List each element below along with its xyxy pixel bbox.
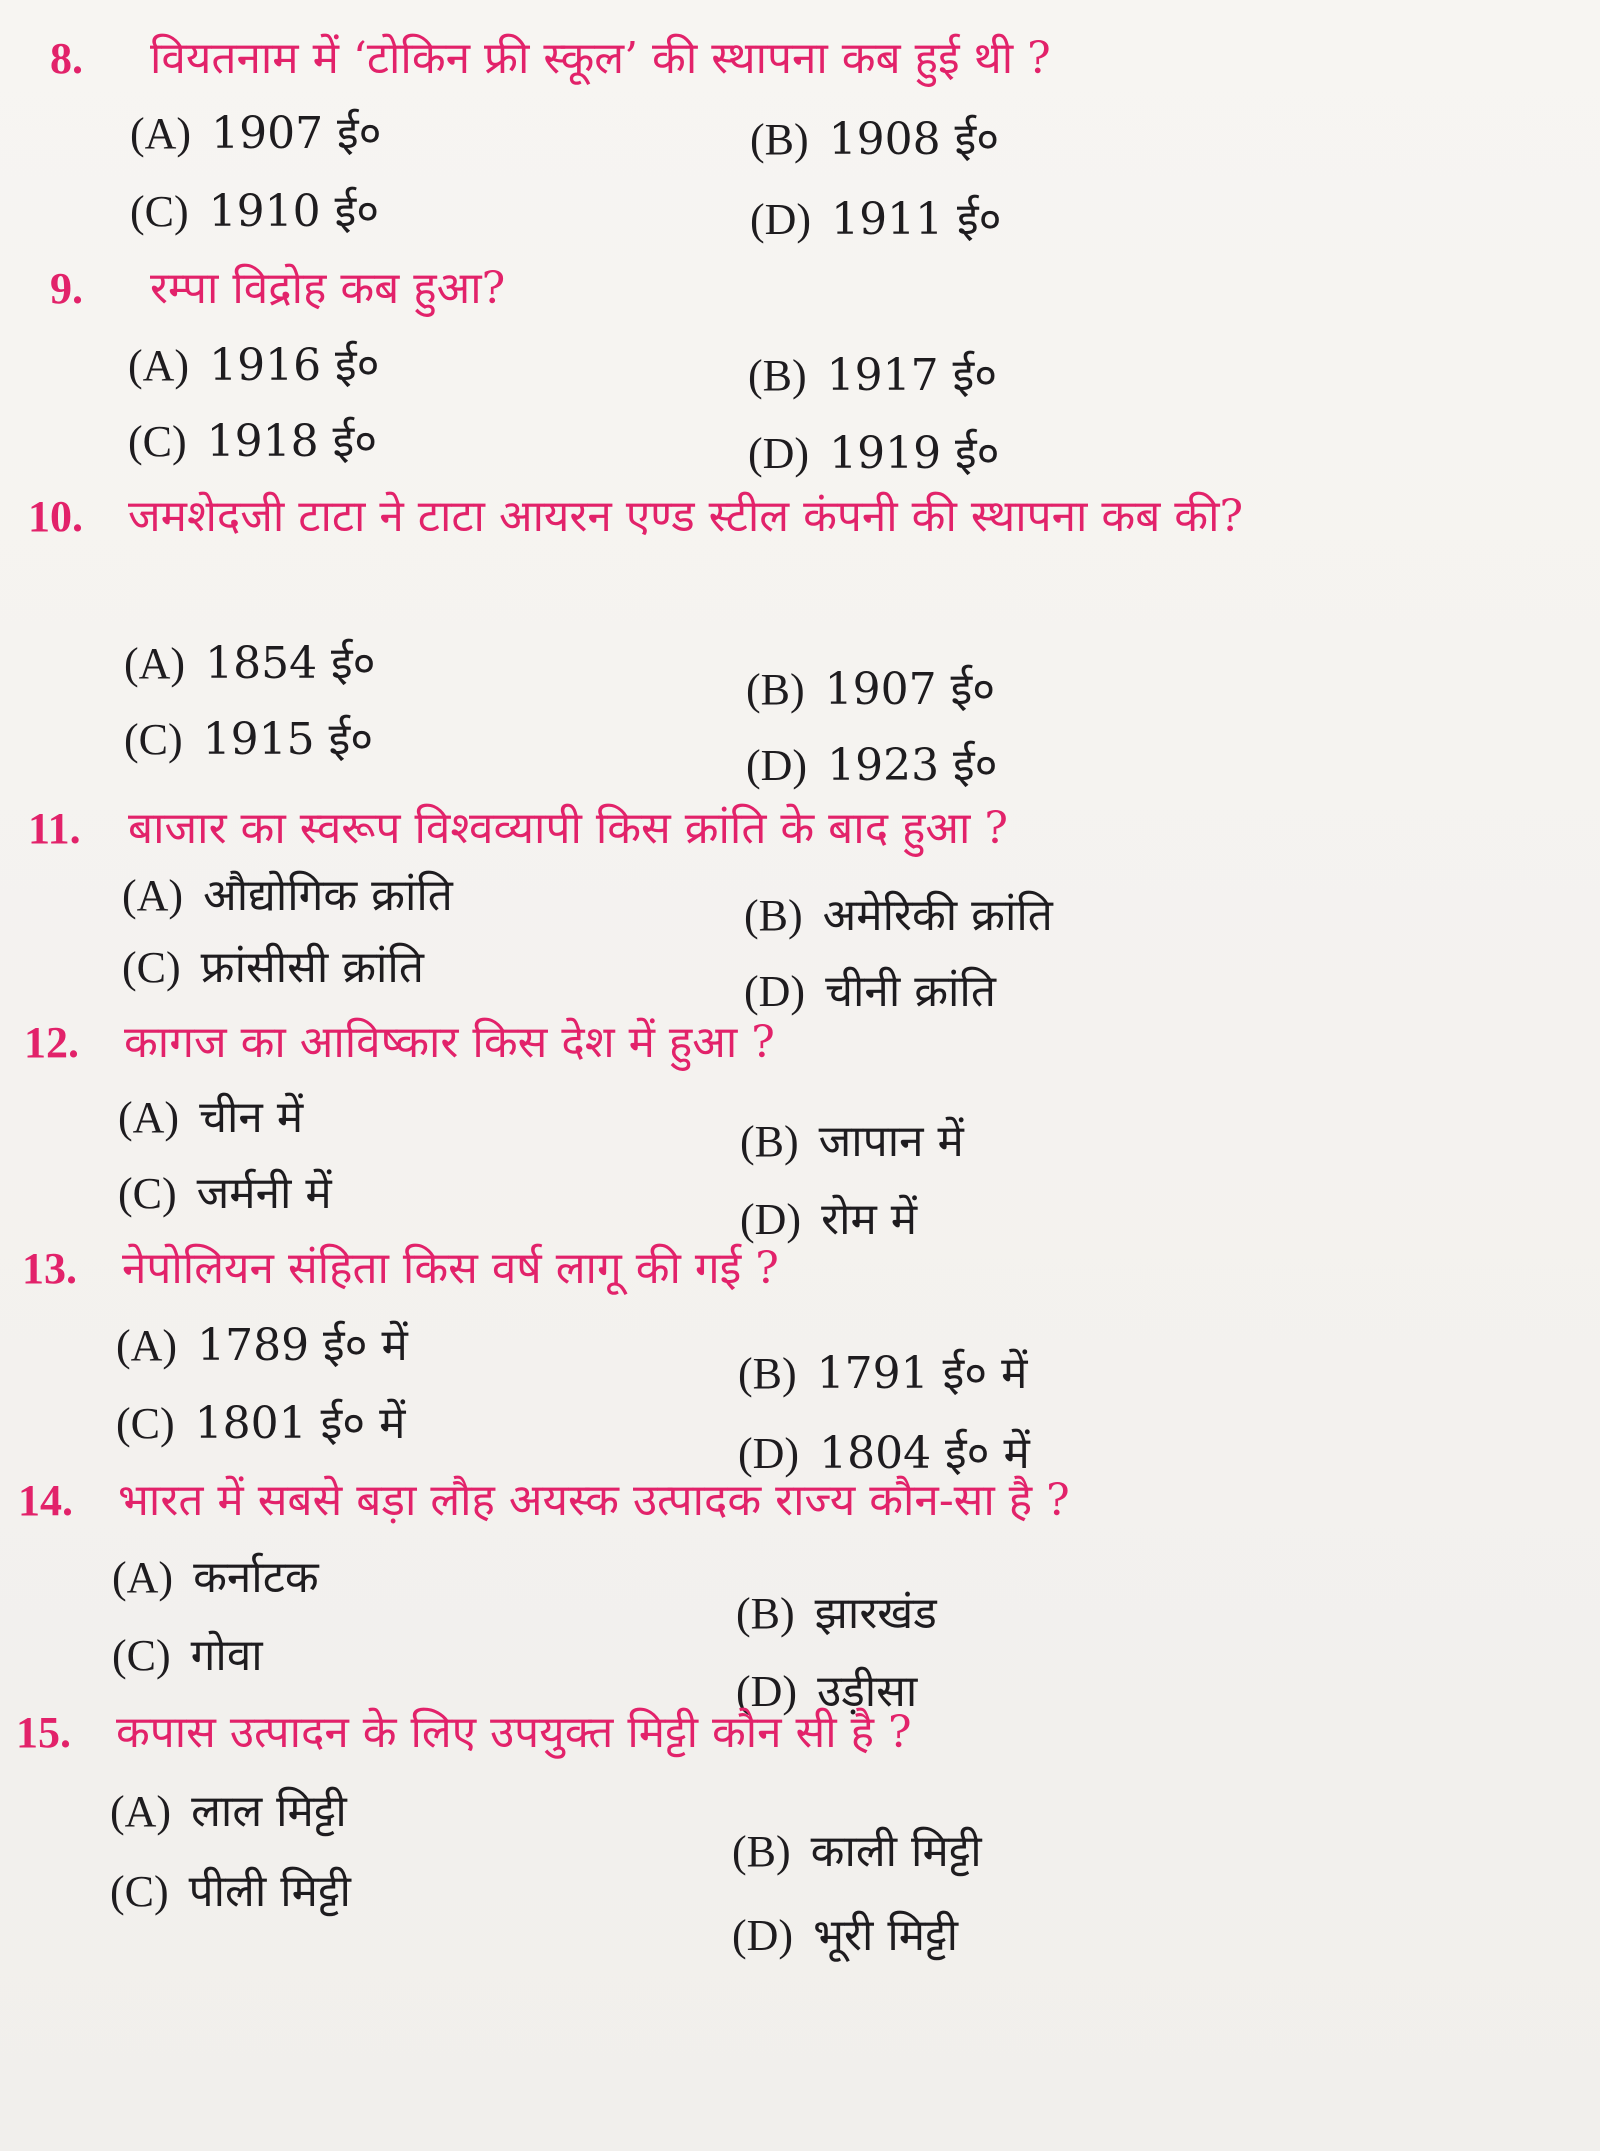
option-label: (D) xyxy=(732,1911,794,1960)
option-label: (C) xyxy=(122,943,181,992)
question-text: नेपोलियन संहिता किस वर्ष लागू की गई ? xyxy=(122,1243,779,1294)
option-b xyxy=(748,346,997,406)
question-text: जमशेदजी टाटा ने टाटा आयरन एण्ड स्टील कंपनी की स्थापना कब की? xyxy=(128,491,1244,542)
option-a xyxy=(130,104,382,164)
option-c xyxy=(112,1626,263,1686)
option-value: औद्योगिक क्रांति xyxy=(203,870,453,921)
question-number: 13. xyxy=(22,1244,77,1293)
option-a xyxy=(112,1548,319,1608)
option-value: अमेरिकी क्रांति xyxy=(822,890,1053,941)
option-label: (D) xyxy=(748,429,810,478)
option-b xyxy=(732,1822,982,1882)
option-label: (B) xyxy=(748,351,807,400)
option-d xyxy=(750,190,1002,250)
option-label: (C) xyxy=(124,715,183,764)
option-label: (A) xyxy=(122,871,184,920)
option-value: उड़ीसा xyxy=(817,1666,918,1717)
question-number: 8. xyxy=(50,34,83,83)
option-a xyxy=(124,634,376,694)
question-text: वियतनाम में ‘टोकिन फ्री स्कूल’ की स्थापना कब हुई थी ? xyxy=(150,33,1051,84)
option-label: (B) xyxy=(732,1827,791,1876)
option-d xyxy=(732,1906,958,1966)
option-a xyxy=(118,1088,303,1148)
question-10 xyxy=(28,486,1448,548)
option-c xyxy=(122,938,424,998)
option-value: गोवा xyxy=(190,1630,263,1681)
option-label: (A) xyxy=(128,341,190,390)
option-label: (D) xyxy=(744,967,806,1016)
option-value: चीनी क्रांति xyxy=(825,966,996,1017)
option-label: (C) xyxy=(118,1169,177,1218)
option-label: (B) xyxy=(746,665,805,714)
option-label: (C) xyxy=(130,187,189,236)
option-value: 1917 ई० xyxy=(826,350,998,401)
option-label: (A) xyxy=(118,1093,180,1142)
option-value: काली मिट्टी xyxy=(810,1826,982,1877)
option-label: (A) xyxy=(112,1553,174,1602)
option-value: 1801 ई० में xyxy=(194,1398,406,1449)
option-label: (B) xyxy=(740,1117,799,1166)
option-label: (B) xyxy=(736,1589,795,1638)
option-label: (A) xyxy=(124,639,186,688)
option-value: 1919 ई० xyxy=(829,428,1000,479)
question-12 xyxy=(24,1012,1424,1074)
question-13 xyxy=(22,1238,1422,1300)
option-value: 1804 ई० में xyxy=(819,1428,1030,1479)
option-a xyxy=(128,336,380,396)
question-number: 14. xyxy=(18,1476,73,1525)
option-label: (D) xyxy=(746,741,808,790)
option-c xyxy=(110,1862,351,1922)
option-b xyxy=(738,1344,1027,1404)
question-text: बाजार का स्वरूप विश्वव्यापी किस क्रांति के बाद हुआ ? xyxy=(128,803,1008,854)
question-8 xyxy=(50,28,1450,90)
option-label: (C) xyxy=(112,1631,171,1680)
option-value: जापान में xyxy=(818,1116,964,1167)
option-value: चीन में xyxy=(199,1092,304,1143)
option-c xyxy=(118,1164,332,1224)
option-b xyxy=(736,1584,937,1644)
option-label: (A) xyxy=(116,1321,178,1370)
option-value: 1907 ई० xyxy=(824,664,996,715)
question-15 xyxy=(16,1702,1416,1764)
option-a xyxy=(122,866,453,926)
option-value: 1923 ई० xyxy=(827,740,998,791)
option-b xyxy=(740,1112,964,1172)
option-label: (B) xyxy=(744,891,803,940)
option-label: (D) xyxy=(750,195,812,244)
question-9 xyxy=(50,258,1450,320)
option-value: भूरी मिट्टी xyxy=(813,1910,959,1961)
option-label: (D) xyxy=(736,1667,798,1716)
option-label: (D) xyxy=(740,1195,802,1244)
option-value: फ्रांसीसी क्रांति xyxy=(200,942,424,993)
option-label: (B) xyxy=(750,115,809,164)
option-label: (A) xyxy=(110,1787,172,1836)
question-text: कागज का आविष्कार किस देश में हुआ ? xyxy=(124,1017,775,1068)
option-value: 1907 ई० xyxy=(211,108,382,159)
option-label: (C) xyxy=(128,417,187,466)
option-value: पीली मिट्टी xyxy=(188,1866,351,1917)
question-14 xyxy=(18,1470,1418,1532)
option-value: कर्नाटक xyxy=(193,1552,319,1603)
option-c xyxy=(128,412,377,472)
option-a xyxy=(116,1316,408,1376)
option-value: 1854 ई० xyxy=(205,638,376,689)
option-label: (C) xyxy=(110,1867,169,1916)
option-c xyxy=(130,182,379,242)
option-label: (B) xyxy=(738,1349,797,1398)
option-label: (D) xyxy=(738,1429,800,1478)
question-number: 9. xyxy=(50,264,83,313)
option-label: (C) xyxy=(116,1399,175,1448)
question-number: 10. xyxy=(28,492,83,541)
option-value: 1918 ई० xyxy=(206,416,378,467)
option-c xyxy=(124,710,373,770)
question-number: 11. xyxy=(28,804,81,853)
option-c xyxy=(116,1394,405,1454)
option-a xyxy=(110,1782,347,1842)
option-value: 1910 ई० xyxy=(208,186,380,237)
option-value: 1911 ई० xyxy=(831,194,1002,245)
option-value: रोम में xyxy=(821,1194,918,1245)
question-number: 12. xyxy=(24,1018,79,1067)
question-text: भारत में सबसे बड़ा लौह अयस्क उत्पादक राज्य कौन-सा है ? xyxy=(118,1475,1070,1526)
option-b xyxy=(746,660,995,720)
option-value: जर्मनी में xyxy=(196,1168,332,1219)
option-d xyxy=(748,424,1000,484)
option-label: (A) xyxy=(130,109,192,158)
option-value: लाल मिट्टी xyxy=(191,1786,347,1837)
option-value: 1908 ई० xyxy=(828,114,1000,165)
question-text: कपास उत्पादन के लिए उपयुक्त मिट्टी कौन सी है ? xyxy=(116,1707,912,1758)
option-value: 1791 ई० में xyxy=(816,1348,1028,1399)
question-11 xyxy=(28,798,1428,860)
option-b xyxy=(750,110,999,170)
option-value: झारखंड xyxy=(814,1588,937,1639)
option-d xyxy=(746,736,998,796)
option-value: 1916 ई० xyxy=(209,340,380,391)
question-number: 15. xyxy=(16,1708,71,1757)
option-value: 1915 ई० xyxy=(202,714,374,765)
option-value: 1789 ई० में xyxy=(197,1320,408,1371)
question-text: रम्पा विद्रोह कब हुआ? xyxy=(150,263,506,314)
option-b xyxy=(744,886,1053,946)
